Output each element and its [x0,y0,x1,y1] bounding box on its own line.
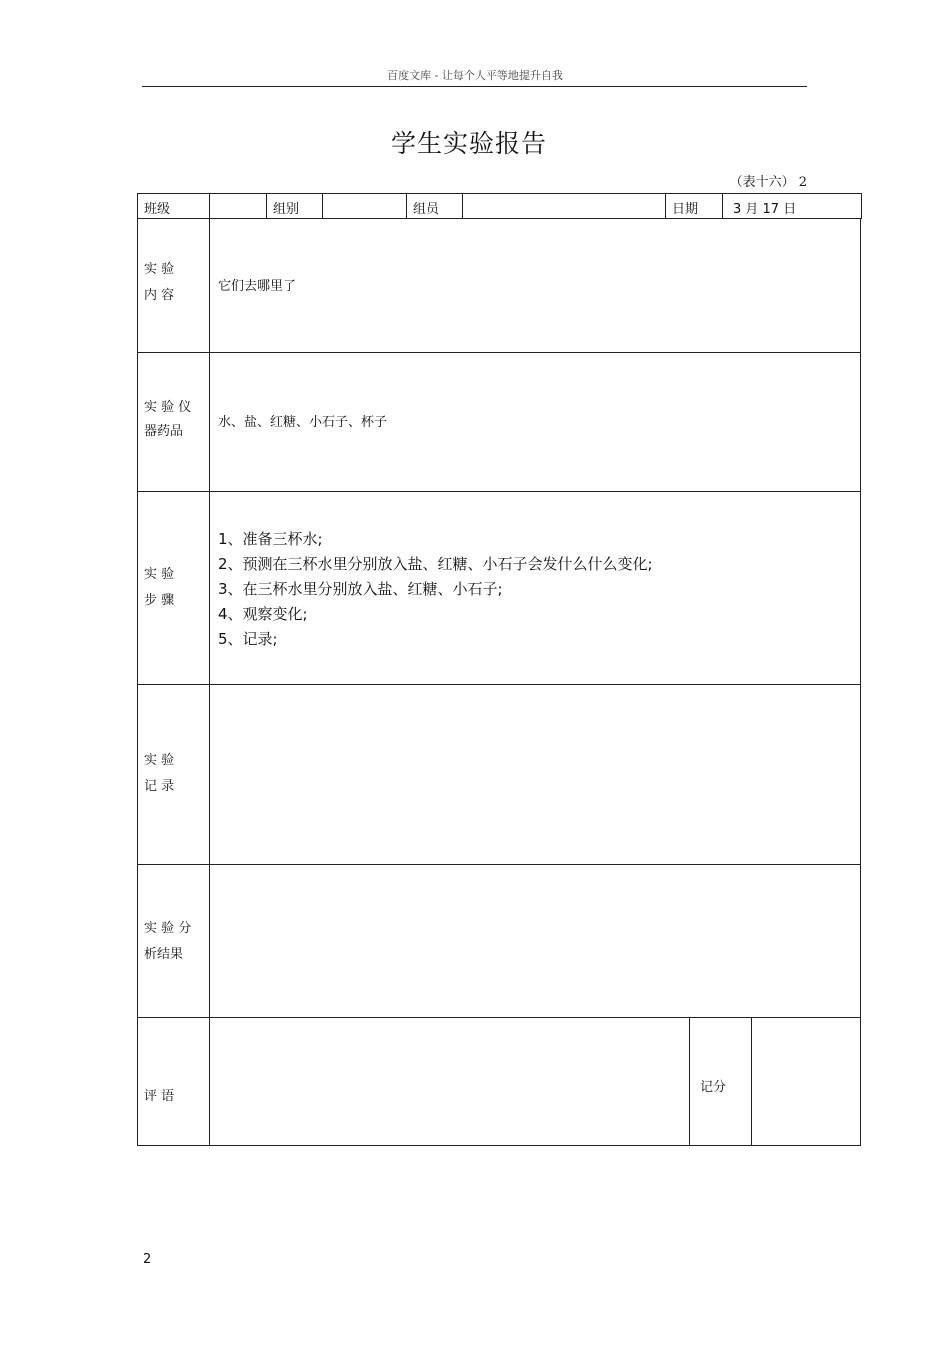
step-item: 3、在三杯水里分别放入盐、红糖、小石子; [218,580,503,598]
header-rule [142,86,807,87]
step-item: 2、预测在三杯水里分别放入盐、红糖、小石子会发什么什么变化; [218,555,653,573]
table-note: （表十六） 2 [729,175,807,190]
score-value-cell[interactable] [751,1017,861,1146]
step-item: 1、准备三杯水; [218,530,323,548]
comment-label-cell [137,1017,210,1146]
content-label-cell [137,218,210,353]
members-value-cell[interactable] [462,193,666,219]
equipment-label-line2: 器药品 [144,424,184,439]
analysis-label-cell [137,864,210,1018]
equipment-value-cell[interactable] [209,352,861,492]
steps-label-cell [137,491,210,685]
document-title: 学生实验报告 [390,129,547,158]
score-label: 记分 [700,1080,727,1095]
group-label: 组别 [273,202,300,217]
score-label-cell [689,1017,752,1146]
comment-label: 评 语 [144,1089,175,1104]
date-label: 日期 [672,202,699,217]
class-value-cell[interactable] [209,193,267,219]
class-label: 班级 [144,202,171,217]
content-text: 它们去哪里了 [218,279,297,294]
steps-list [218,527,653,652]
comment-value-cell[interactable] [209,1017,690,1146]
analysis-value-cell[interactable] [209,864,861,1018]
class-label-cell [137,193,210,219]
steps-value-cell[interactable] [209,491,861,685]
record-label-line2: 记 录 [144,779,175,794]
equipment-text: 水、盐、红糖、小石子、杯子 [218,415,388,430]
step-item: 5、记录; [218,630,278,648]
equipment-label-cell [137,352,210,492]
page-number: 2 [143,1252,152,1267]
steps-label-line1: 实 验 [144,567,175,582]
record-label-line1: 实 验 [144,753,175,768]
date-value-cell[interactable] [722,193,862,219]
content-label-line2: 内 容 [144,288,175,303]
members-label: 组员 [413,202,440,217]
step-item: 4、观察变化; [218,605,308,623]
members-label-cell [406,193,463,219]
page-header: 百度文库 - 让每个人平等地提升自我 [387,69,563,82]
content-label-line1: 实 验 [144,262,175,277]
date-value: 3 月 17 日 [733,202,797,217]
group-label-cell [266,193,323,219]
date-label-cell [665,193,723,219]
steps-label-line2: 步 骤 [144,593,175,608]
analysis-label-line2: 析结果 [144,947,184,962]
group-value-cell[interactable] [322,193,407,219]
analysis-label-line1: 实 验 分 [144,921,192,936]
record-value-cell[interactable] [209,684,861,865]
record-label-cell [137,684,210,865]
content-value-cell[interactable] [209,218,861,353]
equipment-label-line1: 实 验 仪 [144,400,192,415]
